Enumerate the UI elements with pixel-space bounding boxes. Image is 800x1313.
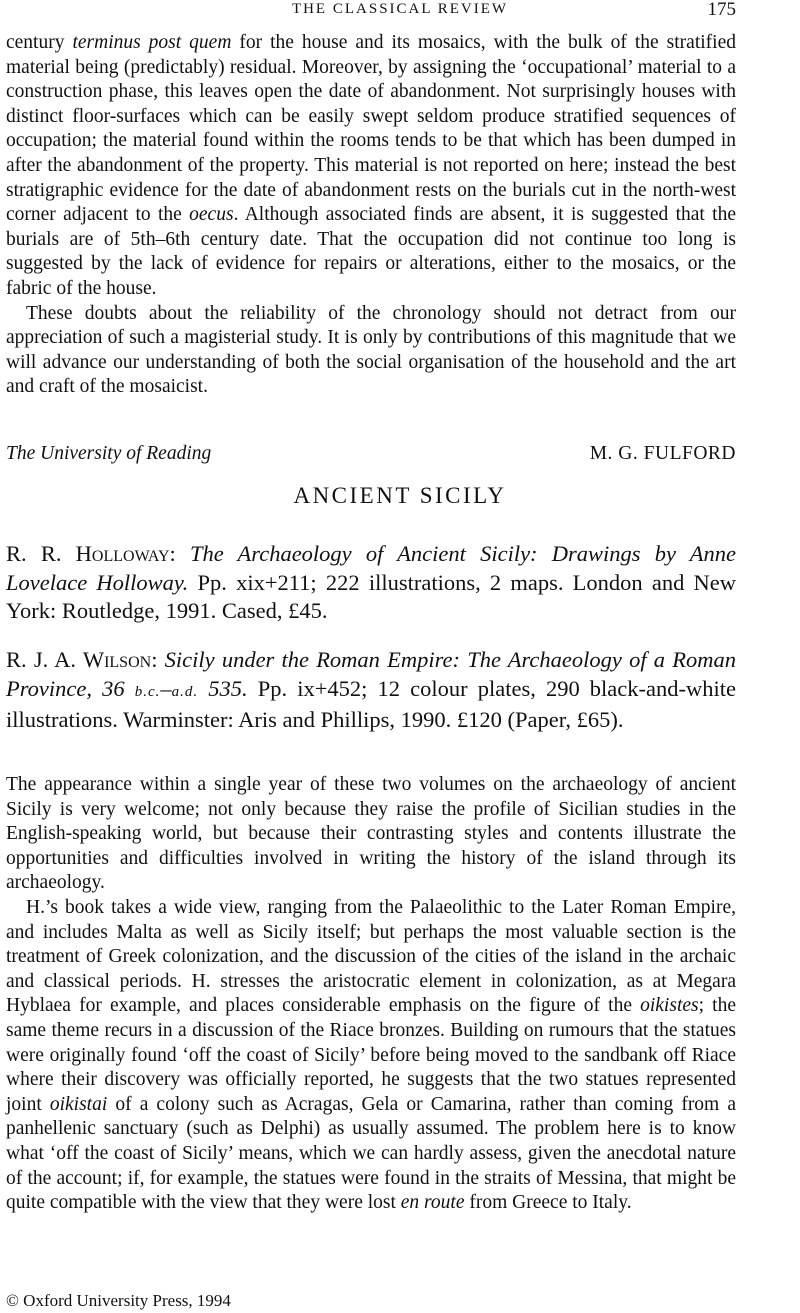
- review-paragraph-1: The appearance within a single year of these two volumes on the archaeology of ancient Sicily is very welcome; not only because they raise the profile of Sicilian studies in the English-speaking world, but because their contrasting styles and contents illustrate the opportunities and difficulties involved in writing the history of the island through its archaeology.: [6, 774, 736, 894]
- page-number: 175: [707, 0, 736, 20]
- reviewer-institution: The University of Reading: [6, 443, 212, 464]
- reviewer-signature: [6, 442, 736, 466]
- book-title: The Archaeology of Ancient Sicily: Drawings by Anne Lovelace Holloway.: [6, 541, 736, 595]
- book-heading-2: R. J. A. Wilson: Sicily under the Roman Empire: The Archaeology of a Roman Province, 36 b.c.–a.d. 535. Pp. ix+452; 12 colour plates, 290 black-and-white illustrations. Warminster: Aris and Phillips, 1990. £120 (Paper, £65).: [6, 647, 736, 732]
- book-heading-1: R. R. Holloway: The Archaeology of Ancient Sicily: Drawings by Anne Lovelace Holloway. Pp. xix+211; 222 illustrations, 2 maps. London and New York: Routledge, 1991. Cased, £45.: [6, 541, 737, 623]
- review-body: [6, 773, 736, 1216]
- previous-review-paragraph-2: These doubts about the reliability of the chronology should not detract from our appreciation of such a magisterial study. It is only by contributions of this magnitude that we will advance our understanding of both the social organisation of the household and the art and craft of the mosaicist.: [6, 302, 736, 398]
- previous-review-paragraph-1: century terminus post quem for the house and its mosaics, with the bulk of the stratified material being (predictably) residual. Moreover, by assigning the ‘occupational’ material to a construction phase, this leaves open the date of abandonment. Not surprisingly houses with distinct floor-surfaces which can be easily swept seldom produce stratified sequences of occupation; the material found within the rooms tends to be that which has been dumped in after the abandonment of the property. This material is not reported on here; instead the best stratigraphic evidence for the date of abandonment rests on the burials cut in the north-west corner adjacent to the oecus. Although associated finds are absent, it is suggested that the burials are of 5th–6th century date. That the occupation did not continue too long is suggested by the lack of evidence for repairs or alterations, either to the mosaics, or the fabric of the house.: [6, 32, 736, 299]
- reviewer-name: M. G. FULFORD: [589, 443, 736, 464]
- copyright-notice: © Oxford University Press, 1994: [6, 1291, 231, 1310]
- review-paragraph-2: H.’s book takes a wide view, ranging from the Palaeolithic to the Later Roman Empire, and includes Malta as well as Sicily itself; but perhaps the most valuable section is the treatment of Greek colonization, and the discussion of the cities of the island in the archaic and classical periods. H. stresses the aristocratic element in colonization, as at Megara Hyblaea for example, and places considerable emphasis on the figure of the oikistes; the same theme recurs in a discussion of the Riace bronzes. Building on rumours that the statues were originally found ‘off the coast of Sicily’ before being moved to the sandbank off Riace where their discovery was officially reported, he suggests that the two statues represented joint oikistai of a colony such as Acragas, Gela or Camarina, rather than coming from a panhellenic sanctuary (such as Delphi) as usually assumed. The problem here is to know what ‘off the coast of Sicily’ means, which we can hardly assess, given the anecdotal nature of the account; if, for example, the statues were found in the straits of Messina, that might be quite compatible with the view that they were lost en route from Greece to Italy.: [6, 896, 736, 1214]
- book-title: Sicily under the Roman Empire: The Archaeology of a Roman Province, 36 b.c.–a.d. 535.: [6, 647, 736, 701]
- journal-title: THE CLASSICAL REVIEW: [291, 1, 509, 17]
- running-head: [0, 0, 800, 24]
- previous-review-body: [6, 31, 736, 400]
- section-title: ANCIENT SICILY: [293, 483, 507, 508]
